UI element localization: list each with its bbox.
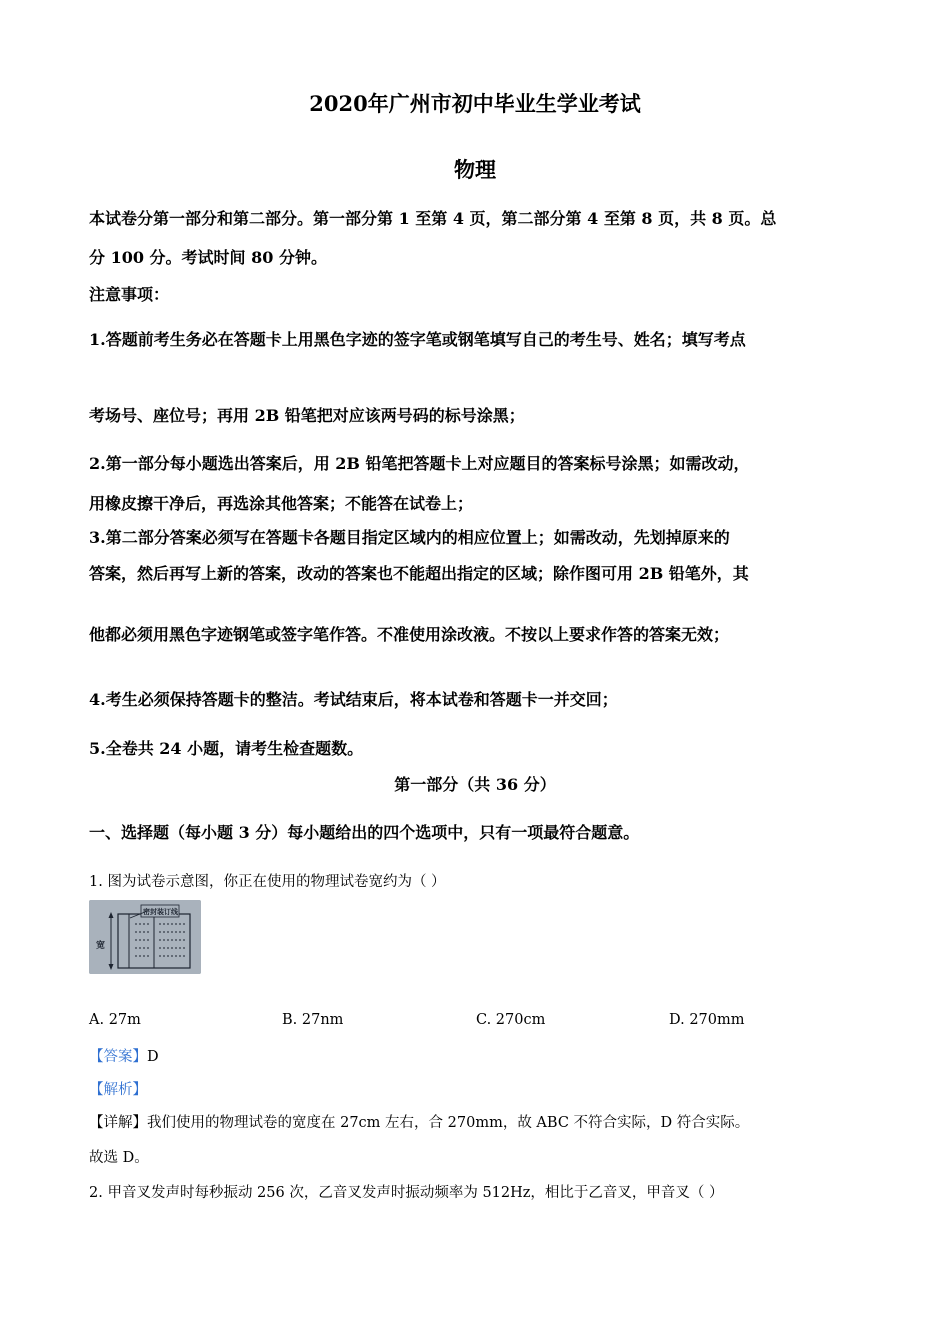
binding-line-label: 密封装订线 [143, 907, 178, 916]
note-3-line-1: 3.第二部分答案必须写在答题卡各题目指定区域内的相应位置上；如需改动，先划掉原来的 [89, 528, 730, 547]
intro-line-2: 分 100 分。考试时间 80 分钟。 [89, 248, 327, 267]
option-a: A. 27m [89, 1012, 141, 1028]
notes-heading: 注意事项： [89, 285, 170, 304]
section-heading: 一、选择题（每小题 3 分）每小题给出的四个选项中，只有一项最符合题意。 [89, 823, 640, 842]
note-2-line-2: 用橡皮擦干净后，再选涂其他答案；不能答在试卷上； [89, 494, 474, 513]
part-1-heading: 第一部分（共 36 分） [394, 775, 556, 794]
note-4: 4.考生必须保持答题卡的整洁。考试结束后，将本试卷和答题卡一并交回； [89, 690, 618, 709]
detail-text: 我们使用的物理试卷的宽度在 27cm 左右，合 270mm，故 ABC 不符合实际，D 符合实际。 [147, 1115, 750, 1131]
note-1-line-2: 考场号、座位号；再用 2B 铅笔把对应该两号码的标号涂黑； [89, 406, 525, 425]
conclusion: 故选 D。 [89, 1150, 149, 1166]
option-d: D. 270mm [669, 1012, 745, 1028]
analysis-tag: 【解析】 [89, 1082, 147, 1098]
question-2-stem: 2. 甲音叉发声时每秒振动 256 次，乙音叉发声时振动频率为 512Hz，相比于乙音叉，甲音叉（ ） [89, 1185, 724, 1201]
width-label: 宽 [96, 941, 106, 951]
note-3-line-3: 他都必须用黑色字迹钢笔或签字笔作答。不准使用涂改液。不按以上要求作答的答案无效； [89, 625, 730, 644]
note-2-line-1: 2.第一部分每小题选出答案后，用 2B 铅笔把答题卡上对应题目的答案标号涂黑；如需改动， [89, 454, 750, 473]
option-b: B. 27nm [282, 1012, 344, 1028]
answer-value: D [147, 1049, 159, 1065]
exam-paper-figure [89, 900, 201, 974]
question-1-stem: 1. 图为试卷示意图，你正在使用的物理试卷宽约为（ ） [89, 874, 446, 890]
option-c: C. 270cm [476, 1012, 546, 1028]
note-5: 5.全卷共 24 小题，请考生检查题数。 [89, 739, 364, 758]
detail-tag: 【详解】 [89, 1115, 147, 1131]
exam-title: 2020年广州市初中毕业生学业考试 [309, 91, 641, 116]
note-3-line-2: 答案，然后再写上新的答案，改动的答案也不能超出指定的区域；除作图可用 2B 铅笔外，其 [89, 564, 749, 583]
intro-line-1: 本试卷分第一部分和第二部分。第一部分第 1 至第 4 页，第二部分第 4 至第 8 页，共 8 页。总 [89, 209, 777, 228]
subject-title: 物理 [454, 157, 496, 182]
answer-line [89, 1045, 159, 1066]
note-1-line-1: 1.答题前考生务必在答题卡上用黑色字迹的签字笔或钢笔填写自己的考生号、姓名；填写考点 [89, 330, 746, 349]
detail-line [89, 1111, 749, 1132]
answer-tag: 【答案】 [89, 1049, 147, 1065]
